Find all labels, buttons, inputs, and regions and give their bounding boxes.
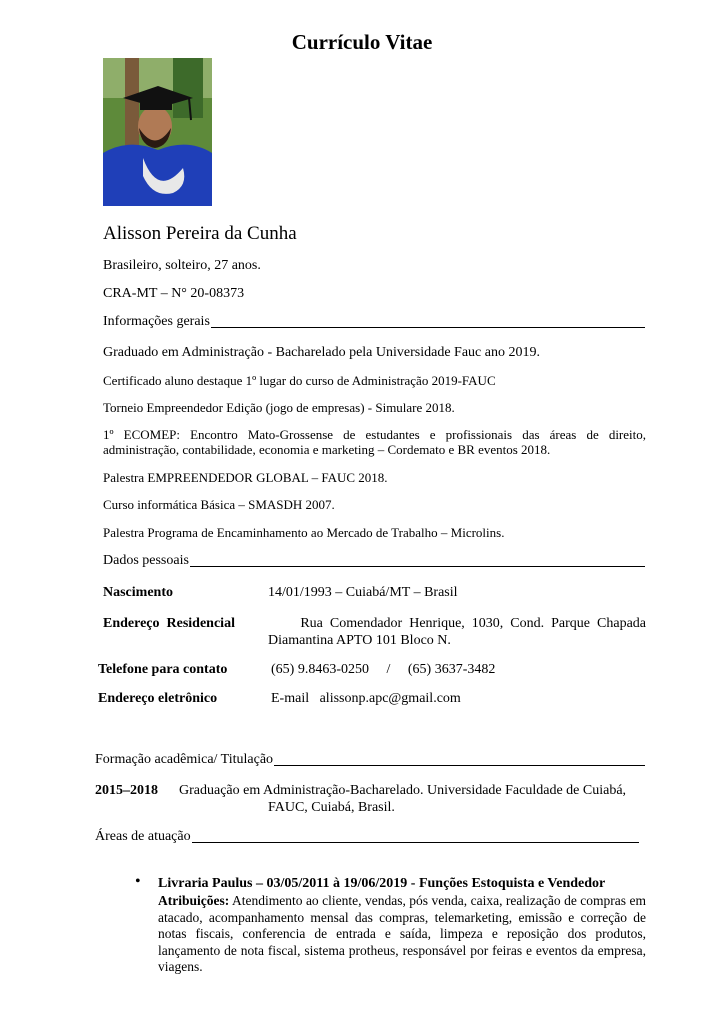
- section-education: [95, 752, 645, 768]
- section-title: Informações gerais: [103, 314, 210, 329]
- section-divider: [274, 765, 645, 766]
- phone-value: (65) 9.8463-0250 / (65) 3637-3482: [271, 662, 496, 677]
- email-value: E-mail alissonp.apc@gmail.com: [271, 691, 461, 706]
- section-title: Dados pessoais: [103, 553, 189, 568]
- birth-value: 14/01/1993 – Cuiabá/MT – Brasil: [268, 585, 458, 600]
- phone-label: Telefone para contato: [98, 662, 228, 677]
- section-divider: [190, 566, 645, 567]
- page-title: Currículo Vitae: [291, 30, 433, 54]
- general-info-item: Palestra Programa de Encaminhamento ao Mercado de Trabalho – Microlins.: [103, 525, 505, 540]
- registration-number: CRA-MT – N° 20-08373: [103, 286, 245, 301]
- section-divider: [192, 842, 639, 843]
- person-summary: Brasileiro, solteiro, 27 anos.: [103, 258, 261, 273]
- profile-photo: [103, 58, 212, 206]
- section-divider: [211, 327, 645, 328]
- address-line-2: Diamantina APTO 101 Bloco N.: [268, 633, 451, 648]
- section-title: Formação acadêmica/ Titulação: [95, 752, 274, 767]
- general-info-item: Graduado em Administração - Bacharelado pela Universidade Fauc ano 2019.: [103, 345, 540, 360]
- duties-text: Atendimento ao cliente, vendas, pós venda, caixa, realização de compras em atacado, acompanhamento mensal das compras, telemarketing, emissão e correção de notas fiscais, conferencia de entrada e saída, limpeza e reposição dos produtos, lançamento de nota fiscal, sistema protheus, responsável por feiras e eventos da empresa, viagens.: [158, 893, 646, 974]
- general-info-item: Certificado aluno destaque 1º lugar do curso de Administração 2019-FAUC: [103, 373, 496, 388]
- section-general-info: [103, 314, 645, 330]
- experience-duties: [158, 893, 646, 976]
- person-name: Alisson Pereira da Cunha: [103, 223, 297, 244]
- duties-label: Atribuições:: [158, 893, 230, 908]
- address-label: Endereço Residencial: [103, 616, 235, 631]
- bullet-icon: •: [135, 873, 141, 890]
- general-info-item: Torneio Empreendedor Edição (jogo de empresas) - Simulare 2018.: [103, 400, 455, 415]
- education-period: 2015–2018: [95, 783, 158, 798]
- section-personal-data: [103, 553, 645, 569]
- experience-heading: Livraria Paulus – 03/05/2011 à 19/06/2019 - Funções Estoquista e Vendedor: [158, 876, 606, 891]
- email-label: Endereço eletrônico: [98, 691, 218, 706]
- section-areas: [95, 829, 639, 845]
- address-line-1: Rua Comendador Henrique, 1030, Cond. Parque Chapada: [300, 616, 646, 631]
- section-title: Áreas de atuação: [95, 829, 191, 844]
- education-line-1: Graduação em Administração-Bacharelado. Universidade Faculdade de Cuiabá,: [179, 783, 627, 798]
- general-info-item: Palestra EMPREENDEDOR GLOBAL – FAUC 2018.: [103, 470, 388, 485]
- general-info-item: Curso informática Básica – SMASDH 2007.: [103, 497, 335, 512]
- birth-label: Nascimento: [103, 585, 173, 600]
- general-info-item: 1º ECOMEP: Encontro Mato-Grossense de estudantes e profissionais das áreas de direito, administração, contabilidade, economia e marketing – Cordemato e BR eventos 2018.: [103, 427, 646, 457]
- education-line-2: FAUC, Cuiabá, Brasil.: [268, 800, 395, 815]
